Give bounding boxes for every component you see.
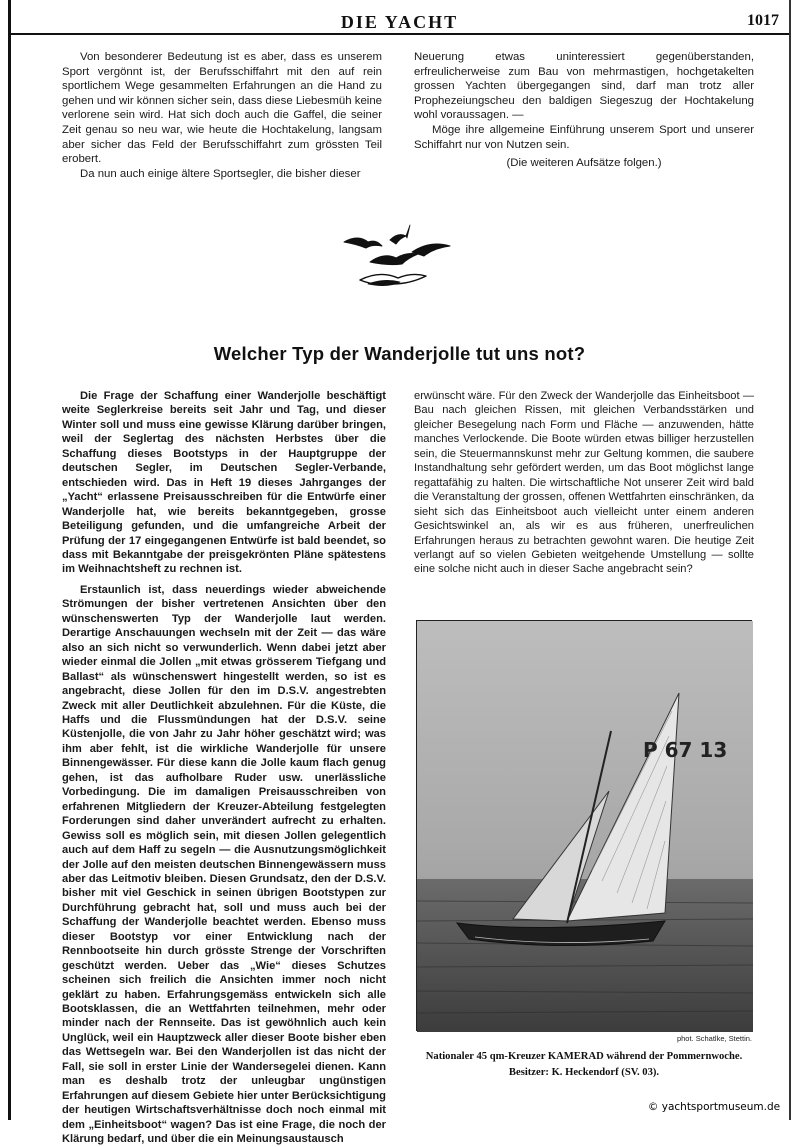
continuation-note: (Die weiteren Aufsätze folgen.)	[506, 157, 662, 170]
article-left-column	[62, 389, 386, 1147]
caption-line: Nationaler 45 qm-Kreuzer KAMERAD während der Pommernwoche.	[425, 1051, 743, 1062]
sail-number: P 67 13	[643, 738, 728, 762]
paragraph: Von besonderer Bedeutung ist es aber, dass es unserem Sport vergönnt ist, der Berufsschiffahrt mit den auf rein sportlichem Wege gesammelten Erfahrungen an die Hand zu gehen und wir können sicher sein, dass diese Liebesmüh keine verlorene sein wird. Hat sich doch auch die Gaffel, die seiner Zeit genau so neu war, wie heute die Hochtakelung, langsam aber sicher das Feld der Berufsschiffahrt zum grössten Teil erobert.	[62, 51, 382, 166]
header-rule	[10, 33, 789, 35]
paragraph: Die Frage der Schaffung einer Wanderjolle beschäftigt weite Seglerkreise bereits seit Jahr und Tag, und dieser Winter soll und muss eine gewisse Klärung darüber bringen, weil der Seglertag des nächsten Herbstes über die Schaffung dieses Bootstyps in der Hauptgruppe der deutschen Segler, im Deutschen Segler-Verbande, entschieden wird. Das in Heft 19 dieses Jahrganges der „Yacht“ erlassene Preisausschreiben für die Entwürfe einer Wanderjolle hat, wie bereits bekanntgegeben, grosse Beteiligung gefunden, und die umfangreiche Arbeit der Prüfung der 17 eingegangenen Entwürfe ist bald beendet, so dass mit Bekanntgabe der preisgekrönten Pläne spätestens im Weihnachtsheft zu rechnen ist.	[62, 390, 386, 576]
watermark: © yachtsportmuseum.de	[639, 1098, 789, 1116]
photo-credit: phot. Schatlke, Stettin.	[676, 1034, 752, 1043]
previous-article-left-column	[62, 50, 382, 181]
sailboat-photo	[416, 620, 752, 1031]
paragraph: Neuerung etwas uninteressiert gegenüberstanden, erfreulicherweise zum Bau von mehrmastigen, hochgetakelten grossen Yachten übergegangen sind, darf man trotz aller Prophezeiungscheu den baldigen Siegeszug der Hochtakelung wohl voraussagen. —	[414, 51, 754, 122]
page-number: 1017	[747, 12, 779, 29]
seagull-vignette-icon	[340, 222, 452, 290]
article-title: Welcher Typ der Wanderjolle tut uns not?	[213, 343, 586, 364]
paragraph: Erstaunlich ist, dass neuerdings wieder abweichende Strömungen der bisher vertretenen Ansichten über den wünschenswerten Typ der Wanderjolle laut werden. Derartige Anschauungen wechseln mit der Zeit — das wäre also an sich nicht so verwunderlich. Wenn dabei jetzt aber wieder einmal die Jollen „mit etwas grösserem Tiefgang und Ballast“ als wünschenswert hingestellt werden, so ist es angebracht, diese Jollen für den im D.S.V. angestrebten Zweck mit aller Deutlichkeit abzulehnen. Für die Küste, die Haffs und die Flussmündungen hat der D.S.V. seine Küstenjolle, die von Jahr zu Jahr höher geschätzt wird; was ihm aber fehlt, ist die wirkliche Wanderjolle für unsere Binnengewässer. Für diese kann die Jolle kaum flach genug gehen, ist das aufholbare Ruder usw. unerlässliche Vorbedingung. Die im damaligen Preisausschreiben von erfahrenen Mitgliedern der Kreuzer-Abteilung festgelegten Forderungen sind daher unverändert aufrecht zu erhalten. Gewiss soll es möglich sein, mit diesen Jollen gelegentlich auch auf dem Haff zu segeln — die Ausnutzungsmöglichkeit der Jolle auf den meisten deutschen Binnengewässern muss aber das Leitmotiv bleiben. Diesen Grundsatz, den der D.S.V. bisher mit viel Geschick in seinen übrigen Bootstypen zur Durchführung gebracht hat, soll und muss auch bei der Schaffung der Wanderjolle beachtet werden. Ebenso muss dieser Bootstyp vor einer Entwicklung nach der Rennbootseite hin durch grösste Strenge der Vorschriften geschützt werden. Ueber das „Wie“ dieses Schutzes scheinen sich freilich die Ansichten immer noch nicht geklärt zu haben. Erfahrungsgemäss entwickeln sich alle Bootsklassen, die an Wettfahrten teilnehmen, mehr oder minder nach der Rennseite. Das ist gewöhnlich auch kein Unglück, weil ein Hauptzweck aller dieser Boote bisher eben das Wettsegeln war. Bei den Wanderjollen ist das nicht der Fall, sie soll in erster Linie der Wandersegelei dienen. Kann man es deshalb trotz der unleugbar ungünstigen Erfahrungen auf diesem Gebiete hier unter Berücksichtigung der heutigen Wirtschaftsverhältnisse doch noch einmal mit dem „Einheitsboot“ wagen? Das ist eine Frage, die noch der Klärung bedarf, und über die ein Meinungsaustausch	[62, 583, 386, 1146]
paragraph: erwünscht wäre. Für den Zweck der Wanderjolle das Einheitsboot — Bau nach gleichen Rissen, mit gleichen Verbandsstärken und gleicher Besegelung nach Form und Fläche — anzuwenden, hätte manches Verlockende. Die Boote würden etwas billiger herzustellen sein, die Steuermannskunst mehr zur Geltung kommen, die saubere Instandhaltung sehr gefördert werden, um das Boot möglichst lange regattafähig zu halten. Die wirtschaftliche Not unserer Zeit wird bald die Veranstaltung der grossen, offenen Wettfahrten einschränken, da sieht sich das Einheitsboot auch vielleicht unter einem anderen Gesichtswinkel an, als wir es aus früheren, unerfreulichen Erfahrungen heraus zu betrachten gewohnt waren. Die heutige Zeit verlangt auf so vielen Gebieten weitgehende Umstellung — sollte eine solche nicht auch in dieser Sache angebracht sein?	[414, 390, 754, 576]
photo-caption	[408, 1049, 760, 1081]
article-right-column	[414, 389, 754, 577]
paragraph: Möge ihre allgemeine Einführung unserem Sport und unserer Schiffahrt nur von Nutzen sein.	[414, 123, 754, 151]
previous-article-right-column	[414, 50, 754, 171]
caption-line: Besitzer: K. Heckendorf (SV. 03).	[508, 1067, 660, 1078]
running-head: DIE YACHT	[340, 12, 459, 32]
sailboat-image	[417, 621, 753, 1032]
paragraph: Da nun auch einige ältere Sportsegler, die bisher dieser	[80, 167, 361, 180]
